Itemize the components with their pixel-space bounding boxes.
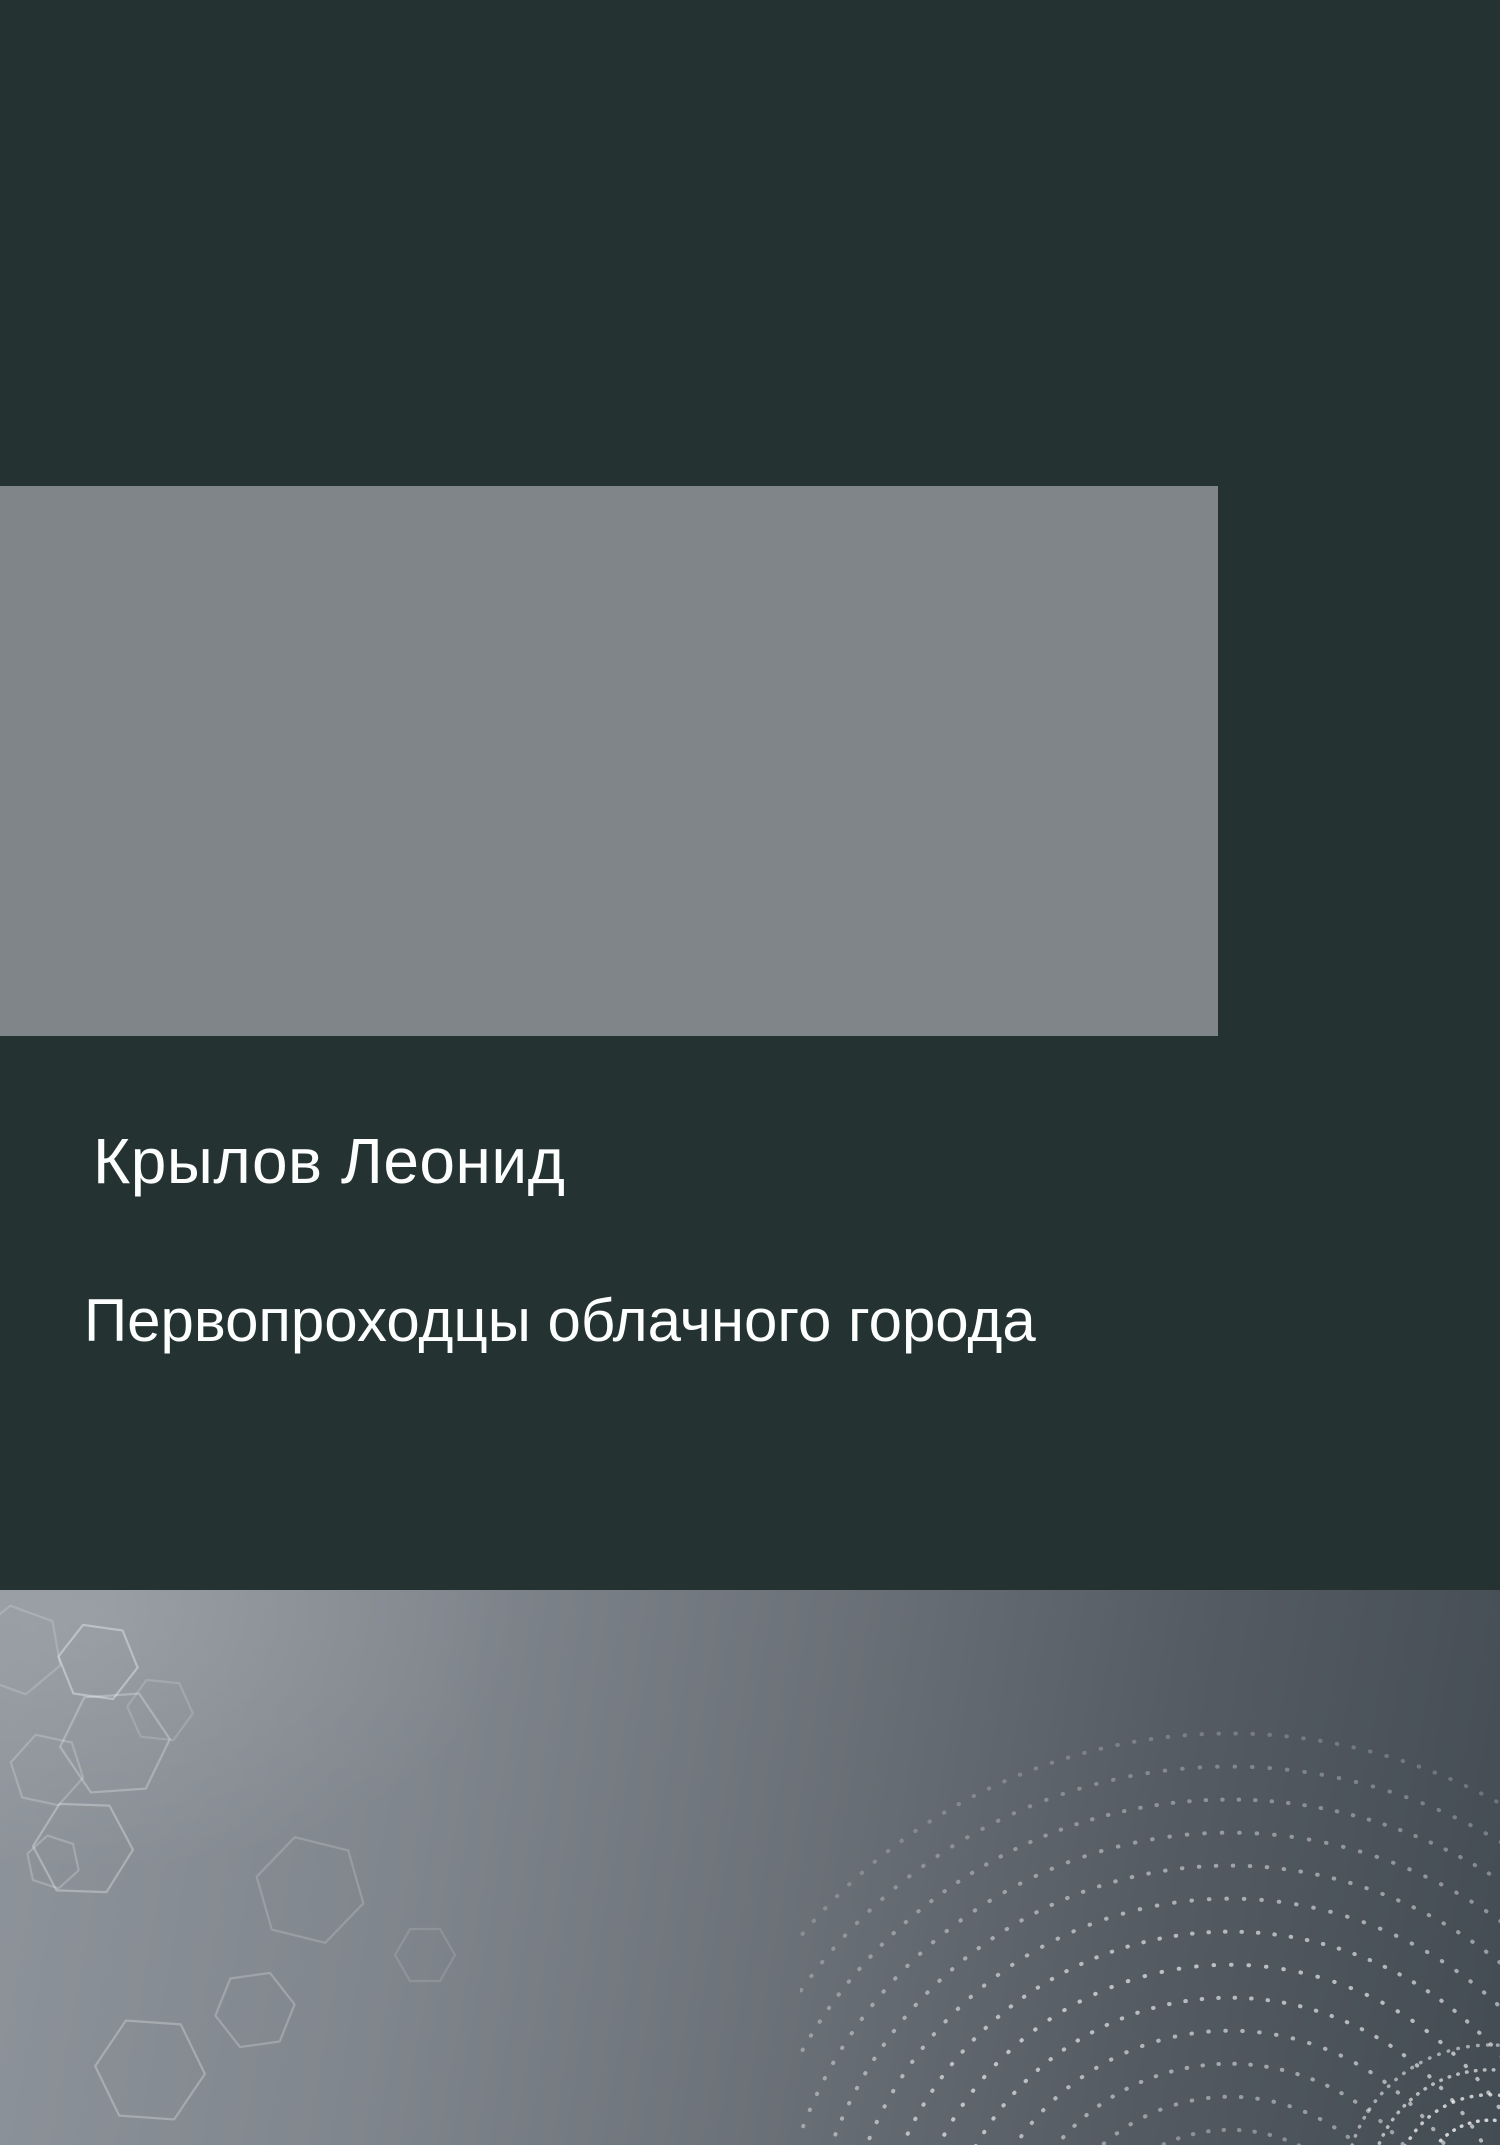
title-band: [0, 486, 1218, 1354]
hexagon-pattern-icon: [0, 1590, 520, 2145]
promo-banner: [0, 1590, 1500, 2145]
author-name: Крылов Леонид: [93, 1125, 566, 1197]
dot-wave-pattern-icon: [800, 1590, 1500, 2145]
book-title: Первопроходцы облачного города: [84, 1287, 1036, 1354]
